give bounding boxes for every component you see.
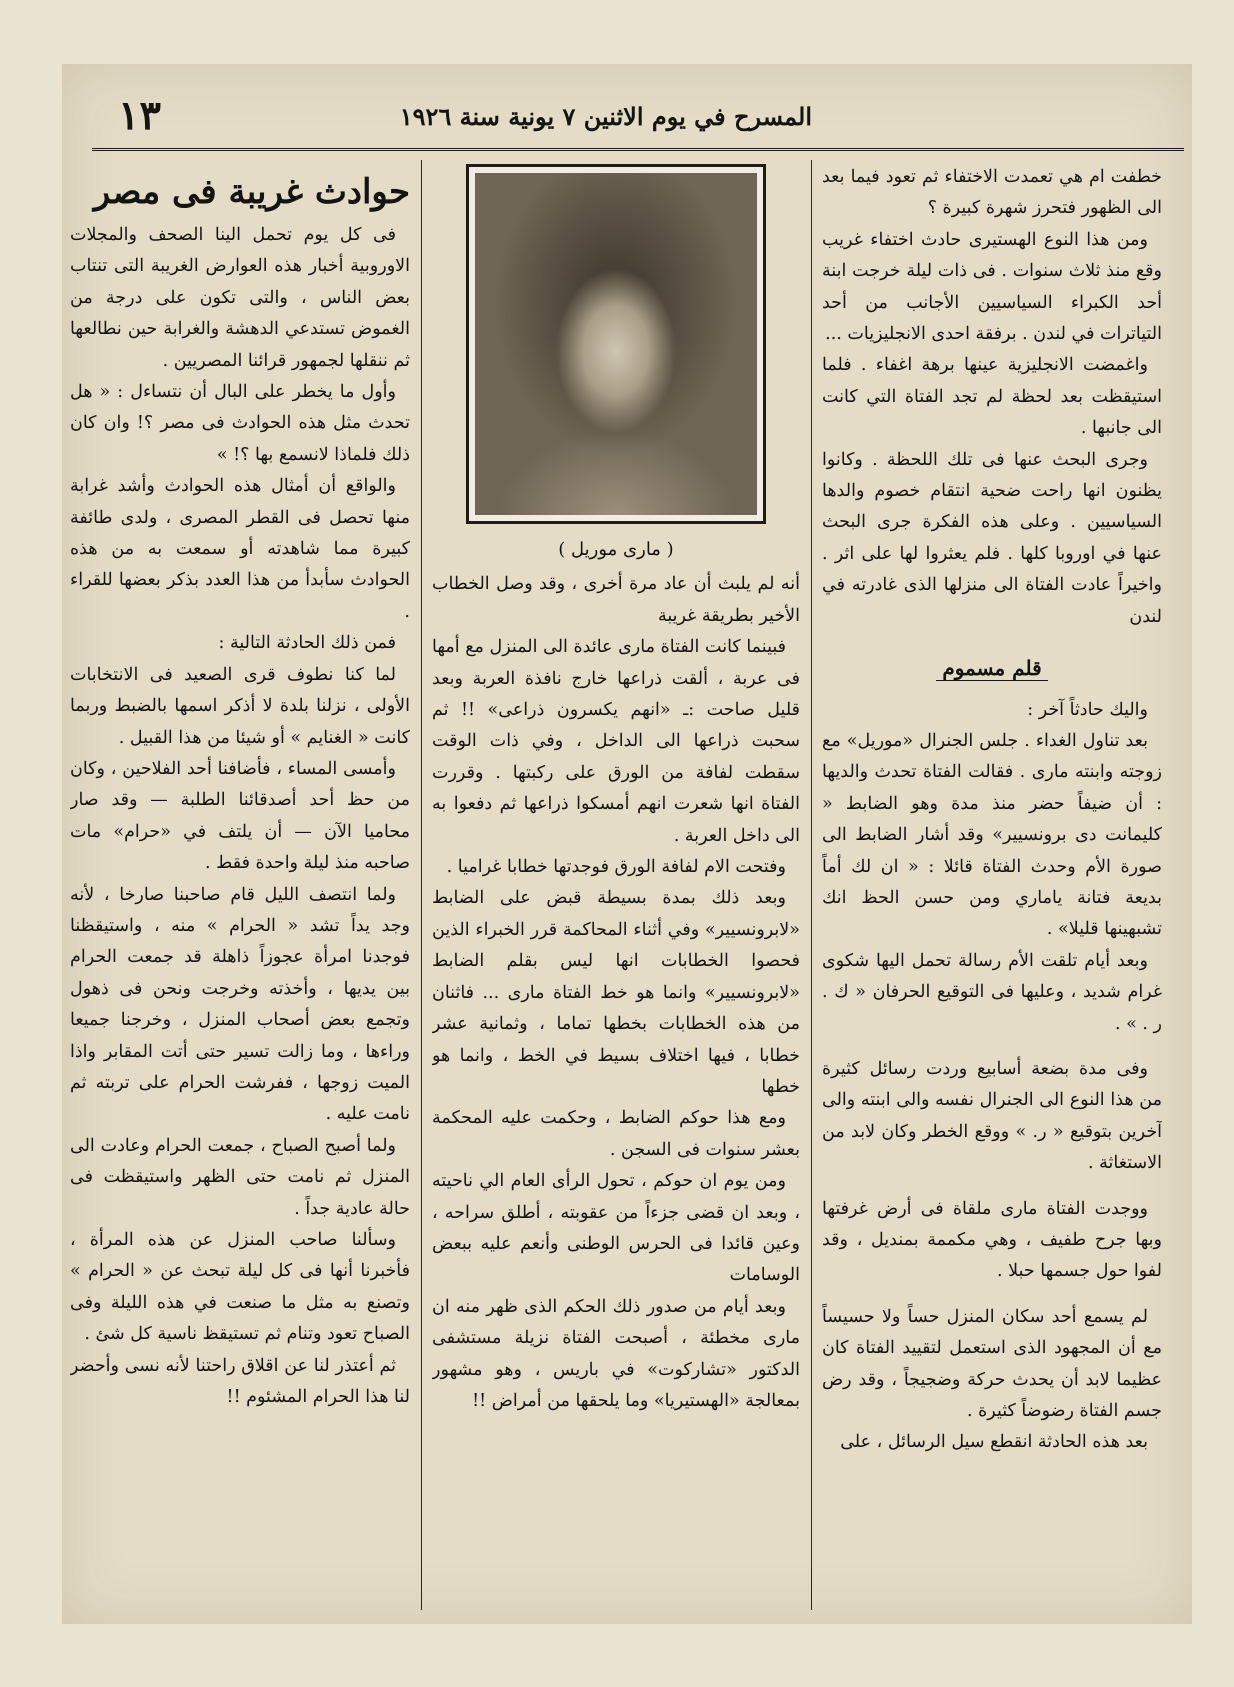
paragraph: بعد هذه الحادثة انقطع سيل الرسائل ، على (840, 1432, 1148, 1453)
paragraph: بعد تناول الغداء . جلس الجنرال «موريل» مع زوجته وابنته مارى . فقالت الفتاة تحدث والديها : أن ضيفاً حضر منذ مدة وهو الضابط « كليمانت دى برونسيير» وقد أشار الضابط الى صورة الأم وحدث الفتاة قائلا : « ان لك أماً بديعة فتانة ياماري ومن حسن الحظ انك تشبهينها قليلا» . (822, 730, 1162, 940)
column-middle (432, 162, 800, 1612)
portrait-photo-frame (466, 164, 766, 524)
paragraph: فى كل يوم تحمل الينا الصحف والمجلات الاوروبية أخبار هذه العوارض الغريبة التى تنتاب بعض الناس ، والتى تكون على درجة من الغموض تستدعي الدهشة والغرابة حين نطالعها ثم ننقلها لجمهور قرائنا المصريين . (70, 225, 410, 371)
paragraph: لم يسمع أحد سكان المنزل حساً ولا حسيساً مع أن المجهود الذى استعمل لتقييد الفتاة كان عظيما لابد أن يحدث حركة وضجيجاً ، وقد رض جسم الفتاة رضوضاً كثيرة . (822, 1306, 1162, 1422)
paragraph: ووجدت الفتاة مارى ملقاة فى أرض غرفتها وبها جرح طفيف ، وهي مكممة بمنديل ، وقد لفوا حول جسمها حبلا . (822, 1198, 1162, 1282)
spacer (822, 1040, 1162, 1054)
paragraph: وبعد أيام تلقت الأم رسالة تحمل اليها شكوى غرام شديد ، وعليها فى التوقيع الحرفان « ك . ر . » . (822, 950, 1162, 1034)
paragraph: ولما أصبح الصباح ، جمعت الحرام وعادت الى المنزل ثم نامت حتى الظهر واستيقظت فى حالة عادية جداً . (70, 1135, 410, 1219)
paragraph: والواقع أن أمثال هذه الحوادث وأشد غرابة منها تحصل فى القطر المصرى ، ولدى طائفة كبيرة مما شاهدته أو سمعت به من هذه الحوادث سأبدأ من هذا العدد بذكر بعضها للقراء . (70, 476, 410, 622)
paragraph: ومن يوم ان حوكم ، تحول الرأى العام الي ناحيته ، وبعد ان قضى جزءاً من عقوبته ، أطلق سراحه ، وعين قائدا فى الحرس الوطنى وأنعم عليه ببعض الوسامات (432, 1171, 800, 1286)
paragraph: وأول ما يخطر على البال أن نتساءل : « هل تحدث مثل هذه الحوادث فى مصر ؟! وان كان ذلك فلماذا لانسمع بها ؟! » (70, 382, 410, 465)
article-headline: حوادث غريبة فى مصر (93, 172, 410, 212)
column-divider-left (421, 160, 422, 1610)
paragraph: ومن هذا النوع الهستيرى حادث اختفاء غريب وقع منذ ثلاث سنوات . فى ذات ليلة خرجت ابنة أحد الكبراء السياسيين الأجانب من أحد التياترات في لندن . برفقة احدى الانجليزيات ... (822, 229, 1162, 345)
paragraph: ولما انتصف الليل قام صاحبنا صارخا ، لأنه وجد يداً تشد « الحرام » منه ، واستيقظنا فوجدنا امرأة عجوزاً ذاهلة قد جمعت الحرام بين يديها ، وأخذته وخرجت ونحن فى ذهول وتجمع بعض أصحاب المنزل ، وخرجنا جميعا وراءها ، وما زالت تسير حتى أتت المقابر واذا الميت زوجها ، ففرشت الحرام على تربته ثم نامت عليه . (70, 884, 410, 1125)
page-number: ١٣ (118, 92, 161, 139)
paragraph: واليك حادثاً آخر : (1027, 699, 1148, 720)
photo-caption: ( مارى موريل ) (558, 539, 674, 560)
paragraph: ومع هذا حوكم الضابط ، وحكمت عليه المحكمة بعشر سنوات فى السجن . (432, 1108, 800, 1160)
spacer (822, 1288, 1162, 1302)
section-subhead-text: قلم مسموم (936, 656, 1047, 681)
column-left (70, 162, 410, 1612)
paragraph: وفى مدة بضعة أسابيع وردت رسائل كثيرة من هذا النوع الى الجنرال نفسه والى ابنته والى آخرين بتوقيع « ر. » ووقع الخطر وكان لابد من الاستغاثة . (822, 1058, 1162, 1174)
paragraph: وسألنا صاحب المنزل عن هذه المرأة ، فأخبرنا أنها فى كل ليلة تبحث عن « الحرام » وتصنع به مثل ما صنعت في هذه الليلة وفى الصباح تعود وتنام ثم تستيقظ ناسية كل شئ . (70, 1230, 410, 1345)
paragraph: فمن ذلك الحادثة التالية : (218, 633, 396, 654)
section-subhead (822, 653, 1162, 684)
paragraph: خطفت ام هي تعمدت الاختفاء ثم تعود فيما بعد الى الظهور فتحرز شهرة كبيرة ؟ (822, 167, 1162, 219)
paragraph: وأمسى المساء ، فأضافنا أحد الفلاحين ، وكان من حظ أحد أصدقائنا الطلبة — وقد صار محاميا الآن — أن يلتف في «حرام» مات صاحبه منذ ليلة واحدة فقط . (70, 758, 410, 874)
column-right (822, 162, 1162, 1612)
paragraph: ثم أعتذر لنا عن اقلاق راحتنا لأنه نسى وأحضر لنا هذا الحرام المشئوم !! (70, 1355, 410, 1408)
paragraph: أنه لم يلبث أن عاد مرة أخرى ، وقد وصل الخطاب الأخير بطريقة غريبة (432, 574, 800, 626)
page-header (62, 64, 1192, 152)
paragraph: فبينما كانت الفتاة مارى عائدة الى المنزل مع أمها فى عربة ، ألقت ذراعها خارج نافذة العربة وبعد قليل صاحت :ـ «انهم يكسرون ذراعى» !! ثم سحبت ذراعها الى الداخل ، وفي ذات الوقت سقطت لفافة من الورق على ركبتها . وقررت الفتاة انها شعرت انهم أمسكوا ذراعها ثم دفعوا به الى داخل العربة . (432, 637, 800, 846)
portrait-photo (475, 173, 757, 515)
paragraph: وبعد أيام من صدور ذلك الحكم الذى ظهر منه ان مارى مخطئة ، أصبحت الفتاة نزيلة مستشفى الدكتور «تشاركوت» في باريس ، وهو مشهور بمعالجة «الهستيريا» وما يلحقها من أمراض !! (432, 1296, 800, 1411)
column-divider-right (811, 160, 812, 1610)
paragraph: لما كنا نطوف قرى الصعيد فى الانتخابات الأولى ، نزلنا بلدة لا أذكر اسمها بالضبط وربما كانت « الغنايم » أو شيئا من هذا القبيل . (70, 664, 410, 748)
paragraph: وبعد ذلك بمدة بسيطة قبض على الضابط «لابرونسيير» وفي أثناء المحاكمة قرر الخبراء الذين فحصوا الخطابات انها ليس بقلم الضابط «لابرونسيير» وانما هو خط الفتاة مارى ... فاثنان من هذه الخطابات بخطها تماما ، وثمانية عشر خطابا ، فيها اختلاف بسيط في الخط ، وانما هو خطها (432, 888, 800, 1097)
spacer (822, 1180, 1162, 1194)
paragraph: وفتحت الام لفافة الورق فوجدتها خطابا غراميا . (446, 857, 786, 878)
page-header-title: المسرح في يوم الاثنين ٧ يونية سنة ١٩٢٦ (399, 102, 812, 131)
paragraph: واغمضت الانجليزية عينها برهة اغفاء . فلما استيقظت بعد لحظة لم تجد الفتاة التي كانت الى جانبها . (822, 355, 1162, 439)
header-rule (92, 148, 1184, 151)
newspaper-page (62, 64, 1192, 1624)
paragraph: وجرى البحث عنها فى تلك اللحظة . وكانوا يظنون انها راحت ضحية انتقام خصوم والدها السياسيين . وعلى هذه الفكرة جرى البحث عنها في اوروبا كلها . فلم يعثروا لها على اثر . واخيراً عادت الفتاة الى منزلها الذى غادرته في لندن (822, 449, 1162, 627)
